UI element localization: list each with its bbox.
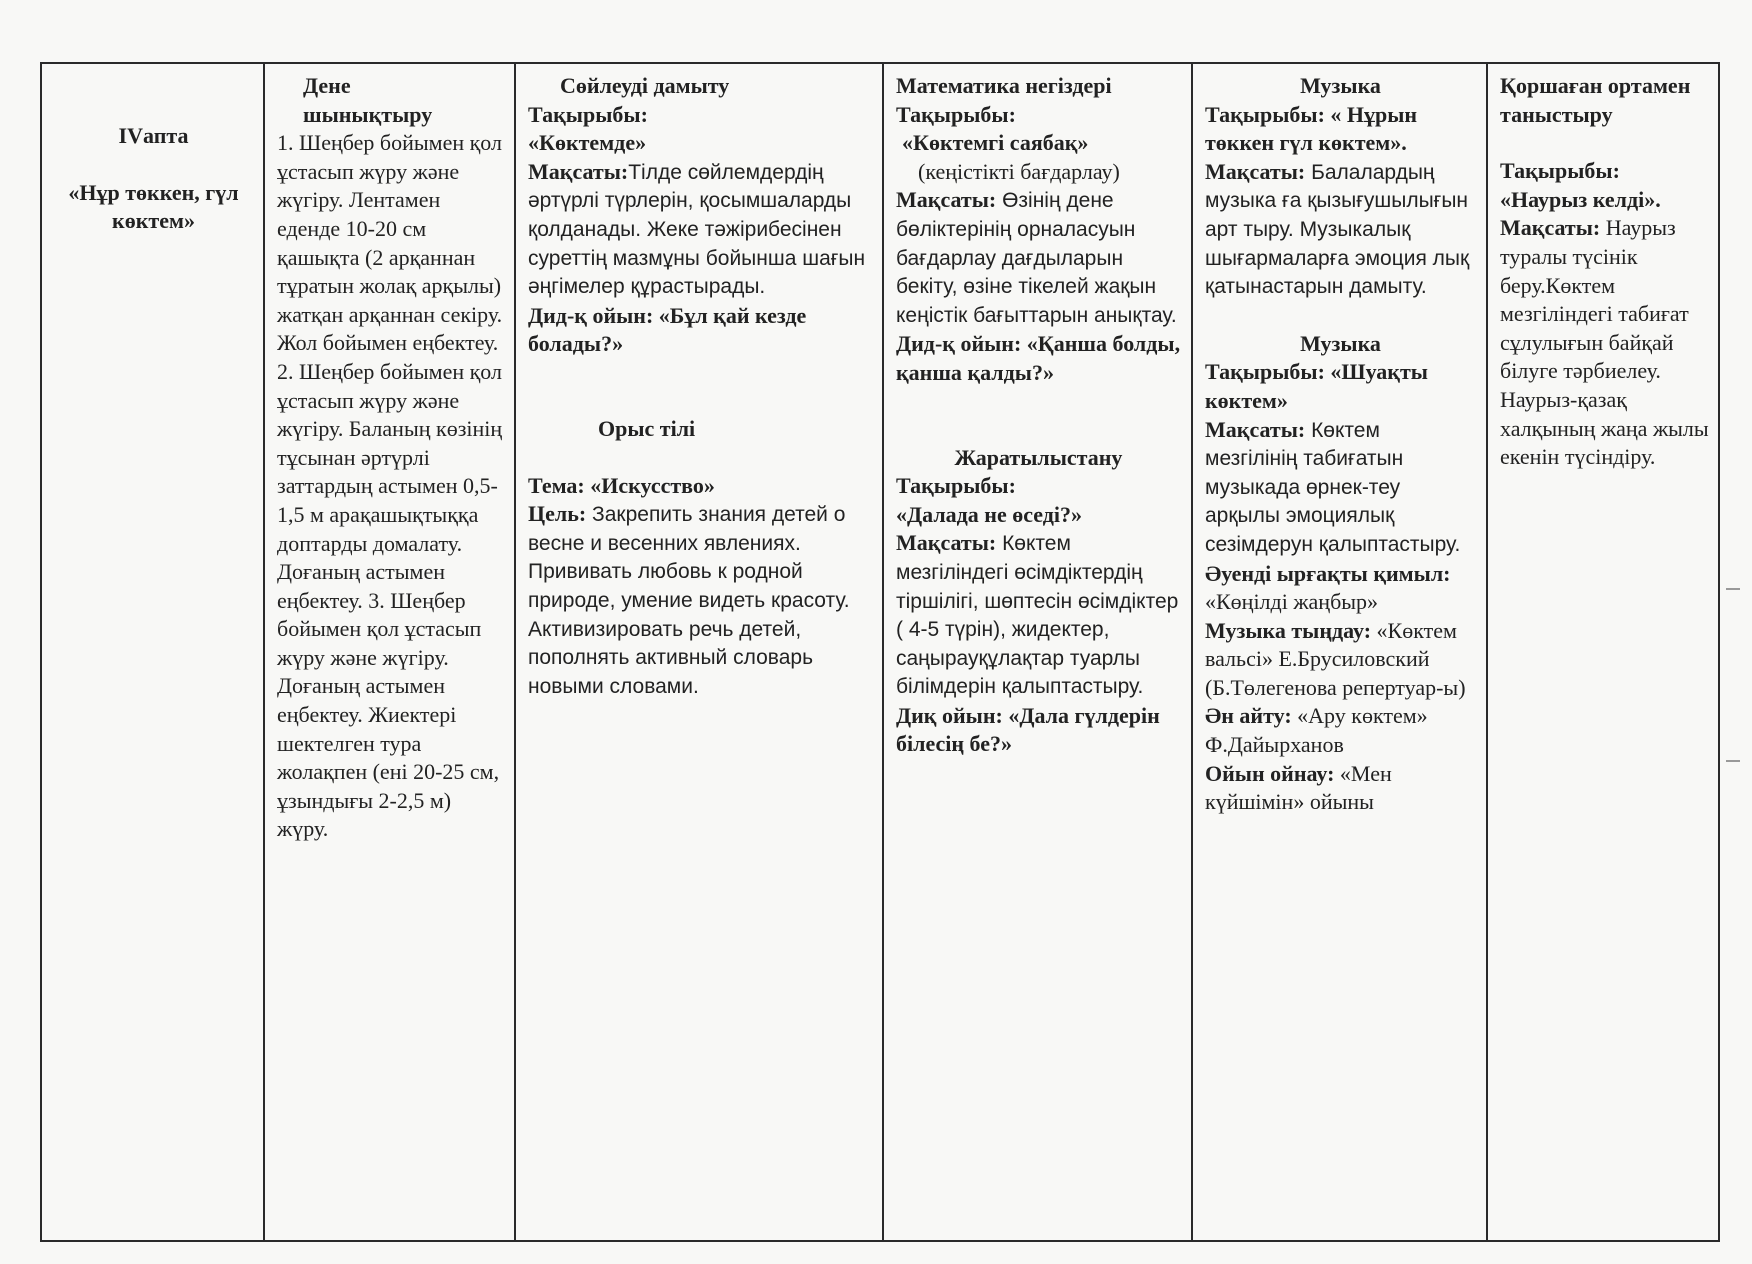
music1-topic: Тақырыбы: « Нұрын төккен гүл көктем». bbox=[1205, 101, 1418, 156]
music2-goal-label: Мақсаты: bbox=[1205, 416, 1306, 442]
plan-table bbox=[40, 62, 1720, 1242]
music2-topic-label: Тақырыбы: bbox=[1205, 359, 1325, 385]
music2-rhythm-label: Әуенді ырғақты қимыл: bbox=[1205, 560, 1451, 586]
music2-sing: «Ару көктем» Ф.Дайырханов bbox=[1205, 703, 1428, 758]
week-theme: «Нұр төккен, гүл көктем» bbox=[68, 179, 239, 234]
env-goal: Наурыз туралы түсінік беру.Көктем мезгіліндегі табиғат сұлулығын байқай білуге тәрбиелеу. Наурыз-қазақ халқының жаңа жылы екенін түсіндіру. bbox=[1500, 215, 1709, 470]
music2-sing-label: Ән айту: bbox=[1205, 703, 1292, 729]
scan-mark bbox=[1726, 588, 1740, 590]
music2-rhythm: «Көңілді жаңбыр» bbox=[1205, 589, 1379, 615]
env-goal-label: Мақсаты: bbox=[1500, 215, 1601, 241]
math-goal: Өзінің дене бөліктерінің орналасуын бағдарлау дағдыларын бекіту, өзіне тікелей жақын кеңістік бағыттарын анықтау. bbox=[896, 189, 1177, 327]
nature-topic: «Далада не өседі?» bbox=[896, 501, 1082, 527]
music-column bbox=[1193, 64, 1488, 1240]
nature-goal: Көктем мезгіліндегі өсімдіктердің тіршілігі, шөптесін өсімдіктер ( 4-5 түрін), жидектер, саңырауқұлақтар туарлы білімдерін қалыптастыру. bbox=[896, 532, 1179, 699]
nature-game: Диқ ойын: «Дала гүлдерін білесің бе?» bbox=[896, 702, 1160, 757]
pe-text: 1. Шеңбер бойымен қол ұстасып жүру және жүгіру. Лентамен еденде 10-20 см қашықта (2 арқаннан тұратын жолақ арқылы) жатқан арқаннан секіру. Жол бойымен еңбектеу. 2. Шеңбер бойымен қол ұстасып жүру және жүгіру. Баланың көзінің тұсынан әртүрлі заттардың астымен 0,5-1,5 м арақашықтыққа доптарды домалату. Доғаның астымен еңбектеу. 3. Шеңбер бойымен қол ұстасып жүру және жүгіру. Доғаның астымен еңбектеу. Жиектері шектелген тура жолақпен (ені 20-25 см, ұзындығы 2-2,5 м) жүру. bbox=[277, 130, 503, 842]
math-game: Дид-қ ойын: «Қанша болды, қанша қалды?» bbox=[896, 331, 1181, 385]
music1-goal: Балалардың музыка ға қызығушылығын арт тыру. Музыкалық шығармаларға эмоция лық қатынастарын дамыту. bbox=[1205, 160, 1470, 299]
russian-topic: Тема: «Искусство» bbox=[528, 472, 715, 498]
env-topic: «Наурыз келді». bbox=[1500, 186, 1661, 212]
scan-mark bbox=[1726, 760, 1740, 762]
math-goal-label: Мақсаты: bbox=[896, 187, 997, 213]
pe-column bbox=[265, 64, 516, 1240]
music1-goal-label: Мақсаты: bbox=[1205, 158, 1306, 184]
env-title: Қоршаған ортамен таныстыру bbox=[1500, 73, 1691, 127]
nature-topic-label: Тақырыбы: bbox=[896, 473, 1016, 499]
math-topic-label: Тақырыбы: bbox=[896, 101, 1016, 127]
speech-column bbox=[516, 64, 884, 1240]
russian-goal-label: Цель: bbox=[528, 501, 587, 527]
music2-title: Музыка bbox=[1300, 330, 1381, 356]
math-column bbox=[884, 64, 1193, 1240]
environment-column bbox=[1488, 64, 1722, 1240]
week-number: IVапта bbox=[118, 123, 189, 148]
russian-goal: Закрепить знания детей о весне и весенних явлениях. Прививать любовь к родной природе, умение видеть красоту. Активизировать речь детей, пополнять активный словарь новыми словами. bbox=[528, 503, 850, 698]
speech-game: Дид-қ ойын: «Бұл қай кезде болады?» bbox=[528, 302, 807, 357]
music2-play: «Мен күйшімін» ойыны bbox=[1205, 760, 1392, 815]
nature-goal-label: Мақсаты: bbox=[896, 530, 997, 556]
pe-title: Дене шынықтыру bbox=[303, 73, 433, 127]
math-topic-note: (кеңістікті бағдарлау) bbox=[918, 158, 1120, 184]
music2-play-label: Ойын ойнау: bbox=[1205, 760, 1335, 786]
nature-title: Жаратылыстану bbox=[954, 444, 1123, 470]
music2-goal: Көктем мезгілінің табиғатын музыкада өрнек-теу арқылы эмоциялық сезімдерун қалыптастыру. bbox=[1205, 418, 1461, 556]
speech-goal: Тілде сөйлемдердің әртүрлі түрлерін, қосымшаларды қолданады. Жеке тәжірибесінен суреттің мазмұны бойынша шағын әңгімелер құрастырады. bbox=[528, 160, 866, 299]
music2-listen: «Көктем вальсі» Е.Брусиловский (Б.Төлегенова репертуар-ы) bbox=[1205, 617, 1466, 700]
speech-title: Сөйлеуді дамыту bbox=[560, 73, 730, 98]
music1-title: Музыка bbox=[1300, 73, 1381, 98]
env-topic-label: Тақырыбы: bbox=[1500, 158, 1620, 184]
speech-topic: «Көктемде» bbox=[528, 130, 647, 156]
math-topic: «Көктемгі саябақ» bbox=[902, 130, 1089, 156]
music2-listen-label: Музыка тыңдау: bbox=[1205, 617, 1372, 643]
speech-topic-label: Тақырыбы: bbox=[528, 101, 648, 127]
russian-title: Орыс тілі bbox=[598, 415, 696, 441]
music2-topic: «Шуақты көктем» bbox=[1205, 359, 1428, 413]
math-title: Математика негіздері bbox=[896, 73, 1112, 98]
speech-goal-label: Мақсаты: bbox=[528, 158, 629, 184]
week-column bbox=[42, 64, 265, 1240]
